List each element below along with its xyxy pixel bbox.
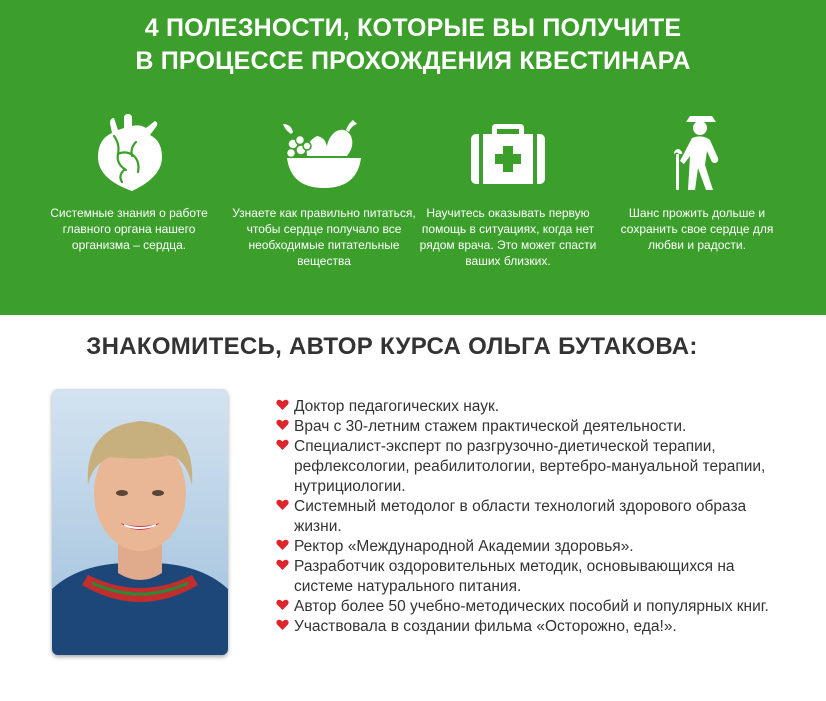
list-item [276,557,776,597]
benefit-text: Узнаете как правильно питаться, чтобы сердце получало все необходимые питательные вещества [232,206,416,268]
fruit-bowl-icon [279,108,369,198]
benefit-item-longevity [602,108,792,252]
list-item [276,497,776,537]
fact-text: Участвовала в создании фильма «Осторожно, еда!». [294,618,677,635]
fact-text: Ректор «Международной Академии здоровья». [294,538,634,555]
benefits-title-line2: В ПРОЦЕССЕ ПРОХОЖДЕНИЯ КВЕСТИНАРА [135,47,691,75]
heart-bullet-icon [276,439,289,451]
heart-bullet-icon [276,539,289,551]
list-item [276,617,776,637]
benefits-title [0,12,826,78]
list-item [276,417,776,437]
list-item [276,437,776,497]
heart-organ-icon [84,108,174,198]
benefit-item-first-aid [413,108,603,268]
heart-bullet-icon [276,419,289,431]
heart-bullet-icon [276,559,289,571]
author-title: ЗНАКОМИТЕСЬ, АВТОР КУРСА ОЛЬГА БУТАКОВА: [86,333,698,360]
first-aid-kit-icon [463,108,553,198]
heart-bullet-icon [276,399,289,411]
heart-bullet-icon [276,499,289,511]
fact-text: Разработчик оздоровительных методик, основывающихся на системе натурального питания. [294,558,735,595]
fact-text: Специалист-эксперт по разгрузочно-диетической терапии, рефлексологии, реабилитологии, вертебро-мануальной терапии, нутрициологии. [294,438,766,495]
benefits-title-line1: 4 ПОЛЕЗНОСТИ, КОТОРЫЕ ВЫ ПОЛУЧИТЕ [144,14,682,42]
benefit-text: Научитесь оказывать первую помощь в ситуациях, когда нет рядом врача. Это может спасти ваших близких. [419,206,597,268]
benefit-text: Шанс прожить дольше и сохранить свое сердце для любви и радости. [620,206,774,252]
fact-text: Доктор педагогических наук. [294,398,500,415]
list-item [276,597,776,617]
elderly-person-icon [652,108,742,198]
heart-bullet-icon [276,619,289,631]
benefit-text: Системные знания о работе главного органа нашего организма – сердца. [50,206,208,252]
benefits-section [0,0,826,315]
heart-bullet-icon [276,599,289,611]
fact-text: Автор более 50 учебно-методических пособий и популярных книг. [294,598,769,615]
author-photo [52,389,228,655]
list-item [276,537,776,557]
benefit-item-heart [34,108,224,252]
benefit-item-nutrition [229,108,419,268]
author-facts-list [276,397,776,637]
fact-text: Врач с 30-летним стажем практической деятельности. [294,418,687,435]
list-item [276,397,776,417]
fact-text: Системный методолог в области технологий здорового образа жизни. [294,498,747,535]
